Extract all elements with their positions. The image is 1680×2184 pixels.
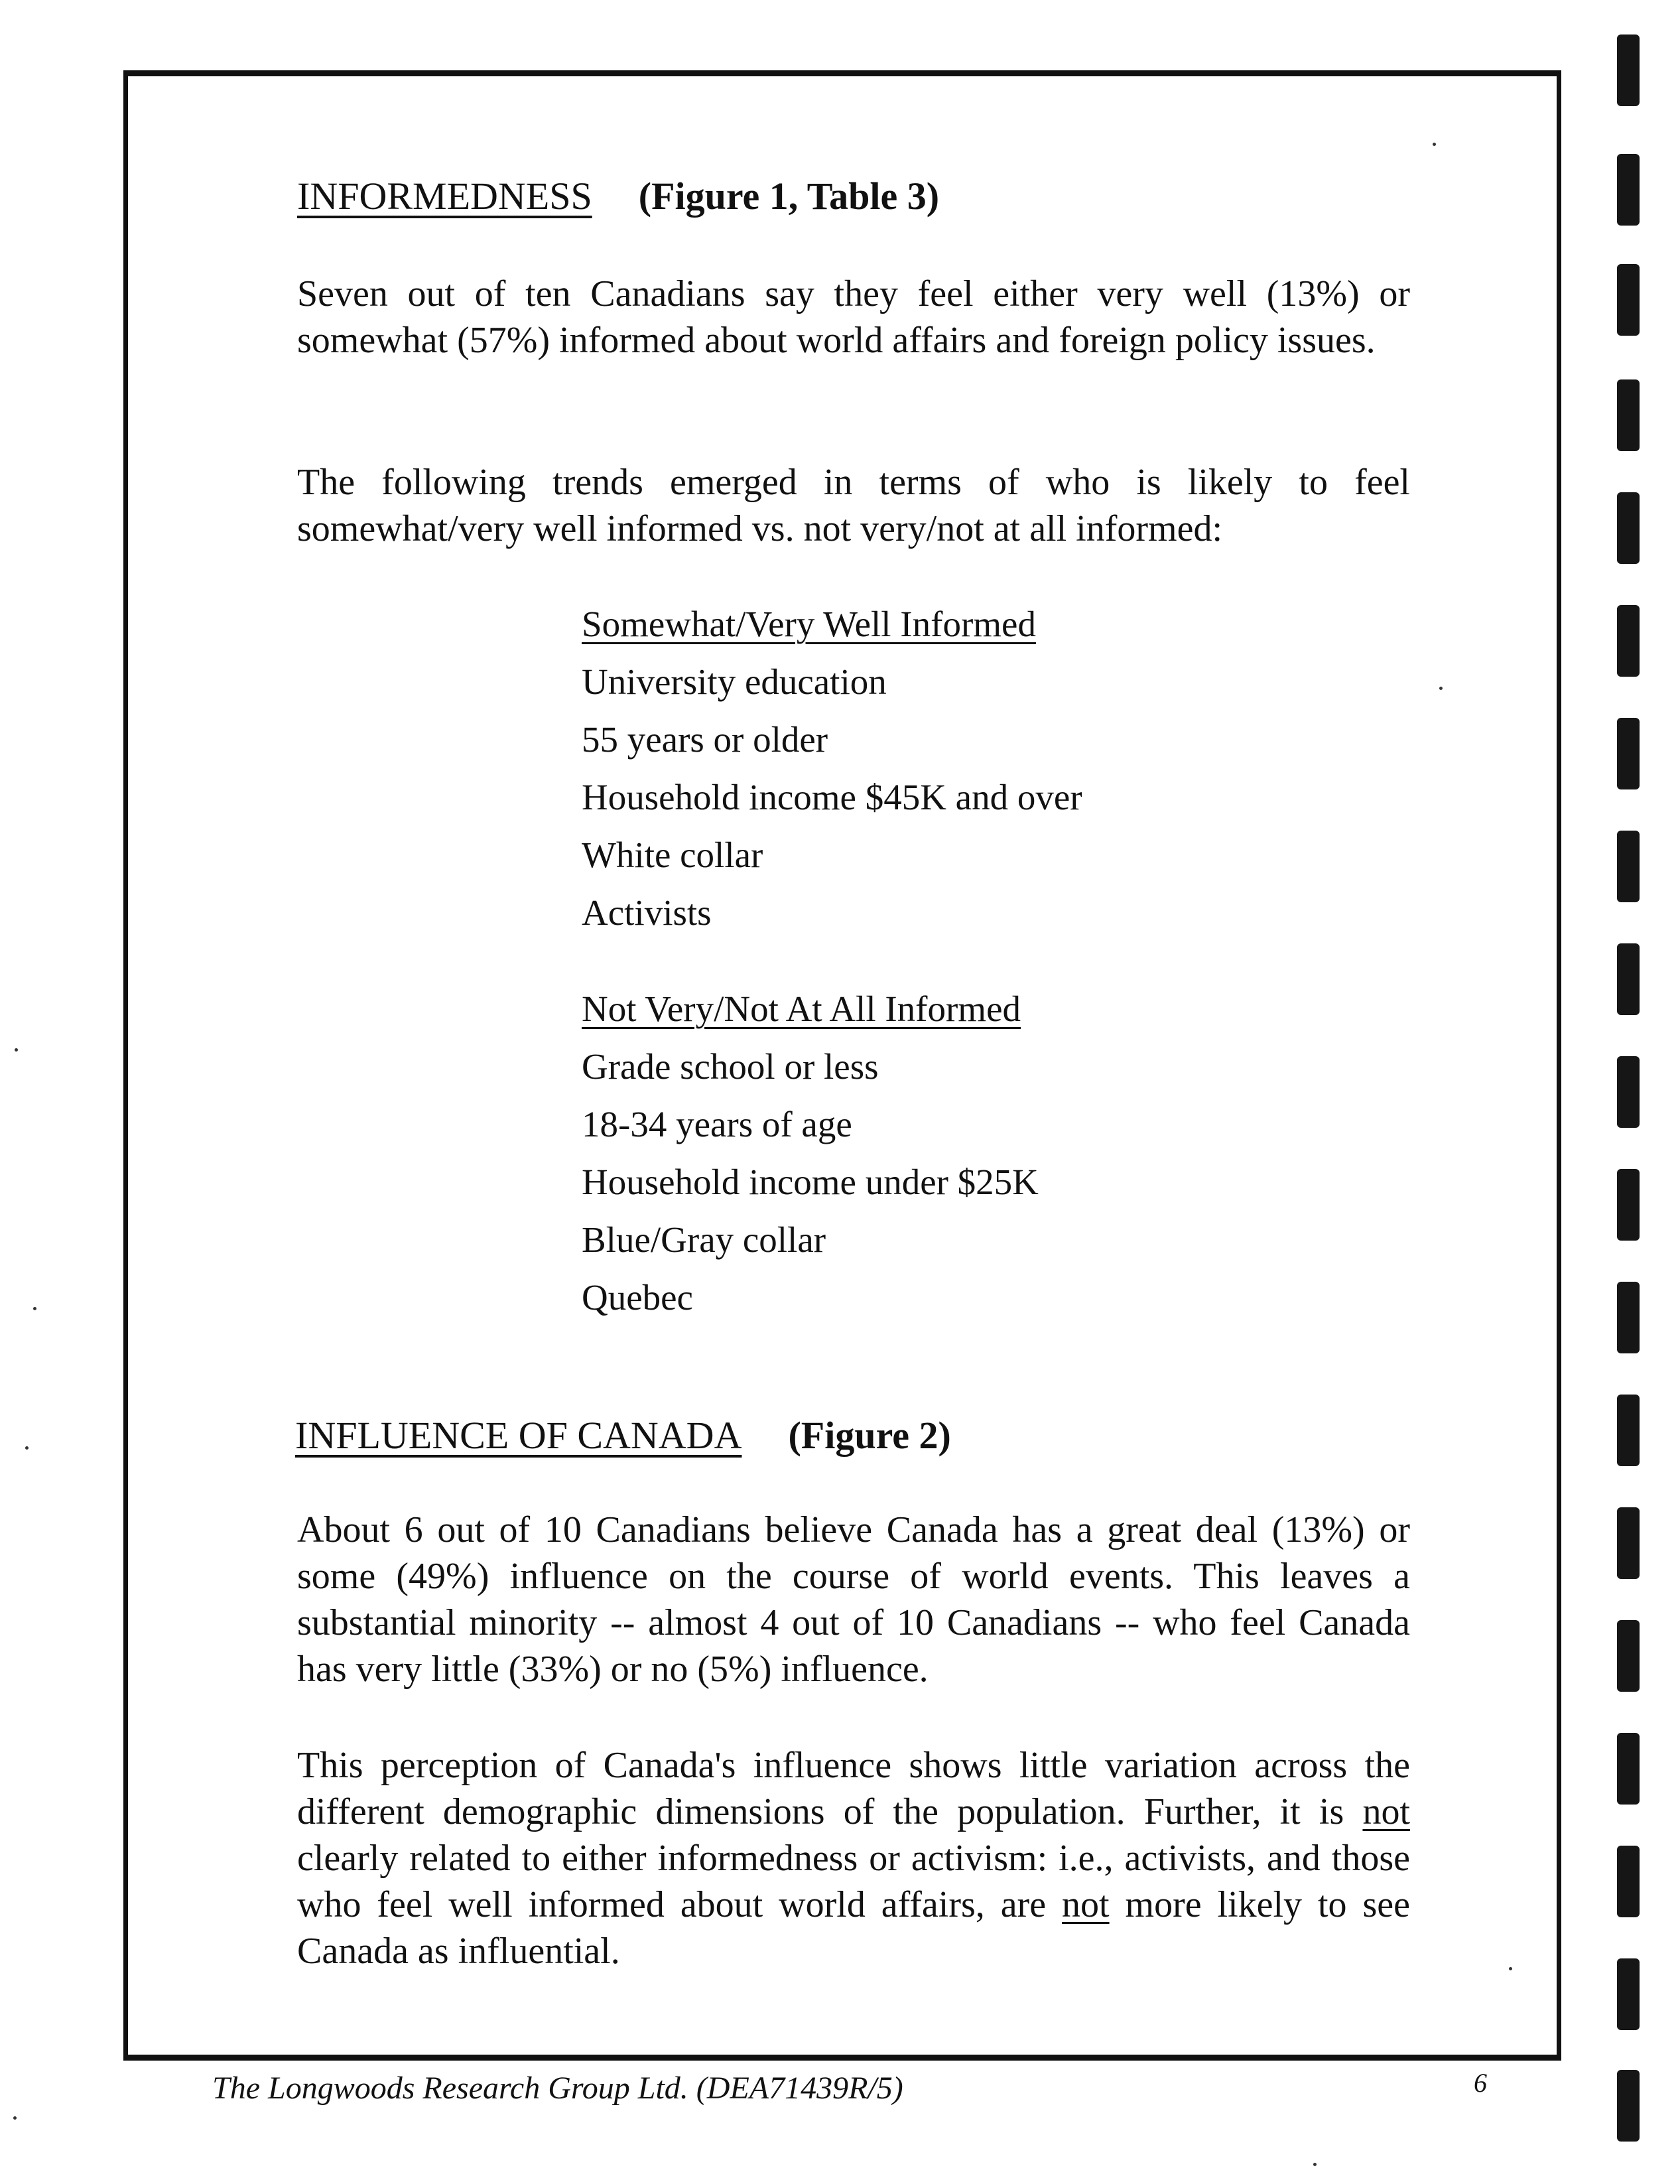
not-informed-title: Not Very/Not At All Informed [582,989,1021,1029]
binding-hole [1617,34,1640,106]
section-title: INFLUENCE OF CANADA [295,1414,742,1457]
binding-hole [1617,1846,1640,1917]
influence-paragraph-1: About 6 out of 10 Canadians believe Canada has a great deal (13%) or some (49%) influence on the course of world events. This leaves a substantial minority -- almost 4 out of 10 Canadians -- who feel Canada has very little (33%) or no (5%) influence. [297,1509,1410,1690]
binding-hole [1617,1056,1640,1128]
emphasis-not: not [1062,1884,1110,1925]
emphasis-not: not [1362,1791,1410,1832]
binding-hole [1617,492,1640,564]
section-reference: (Figure 2) [788,1414,951,1457]
scan-speck [1509,1967,1512,1970]
binding-hole [1617,605,1640,677]
well-informed-title: Somewhat/Very Well Informed [582,604,1036,644]
scan-speck [1439,687,1443,690]
binding-hole [1617,1282,1640,1353]
informedness-paragraph-1: Seven out of ten Canadians say they feel either very well (13%) or somewhat (57%) informed about world affairs and foreign policy issues. [297,273,1410,361]
list-item: Blue/Gray collar [582,1219,826,1260]
scan-speck [13,2116,17,2120]
binding-hole [1617,264,1640,336]
informedness-heading [297,174,939,218]
scan-speck [25,1446,29,1450]
binding-hole [1617,379,1640,451]
scan-speck [15,1048,18,1052]
binding-hole [1617,154,1640,226]
binding-hole [1617,718,1640,789]
binding-hole [1617,1169,1640,1241]
paragraph-text: This perception of Canada's influence shows little variation across the different demographic dimensions of the population. Further, it is [297,1745,1410,1832]
influence-paragraph-2 [297,1742,1410,1974]
binding-hole [1617,1395,1640,1466]
list-item: Grade school or less [582,1046,879,1087]
list-item: Household income under $25K [582,1162,1039,1202]
page-number: 6 [1474,2068,1487,2098]
list-item: Household income $45K and over [582,777,1082,817]
scan-speck [33,1307,36,1310]
section-title: INFORMEDNESS [297,174,592,218]
list-item: Quebec [582,1277,693,1318]
binding-hole [1617,1958,1640,2030]
informedness-paragraph-2: The following trends emerged in terms of who is likely to feel somewhat/very well informed vs. not very/not at all informed: [297,462,1410,549]
binding-hole [1617,2070,1640,2142]
binding-hole [1617,831,1640,902]
scan-speck [1313,2163,1317,2166]
paragraph-text: clearly related to either informedness or activism: i.e., activists, and those who feel well informed about world affairs, are [297,1838,1410,1925]
well-informed-list [582,595,1082,941]
not-informed-list [582,980,1039,1326]
section-reference: (Figure 1, Table 3) [638,174,940,218]
binding-hole [1617,1620,1640,1692]
list-item: Activists [582,892,712,933]
list-item: University education [582,661,887,702]
binding-hole [1617,943,1640,1015]
list-item: White collar [582,835,763,875]
binding-holes [1617,0,1657,2184]
paragraph-text: more likely to see Canada as influential. [297,1884,1411,1972]
binding-hole [1617,1733,1640,1805]
footer-company: The Longwoods Research Group Ltd. (DEA71439R/5) [212,2071,903,2106]
list-item: 18-34 years of age [582,1104,852,1144]
list-item: 55 years or older [582,719,828,760]
binding-hole [1617,1507,1640,1579]
influence-heading [295,1413,951,1458]
scan-speck [1433,143,1436,146]
